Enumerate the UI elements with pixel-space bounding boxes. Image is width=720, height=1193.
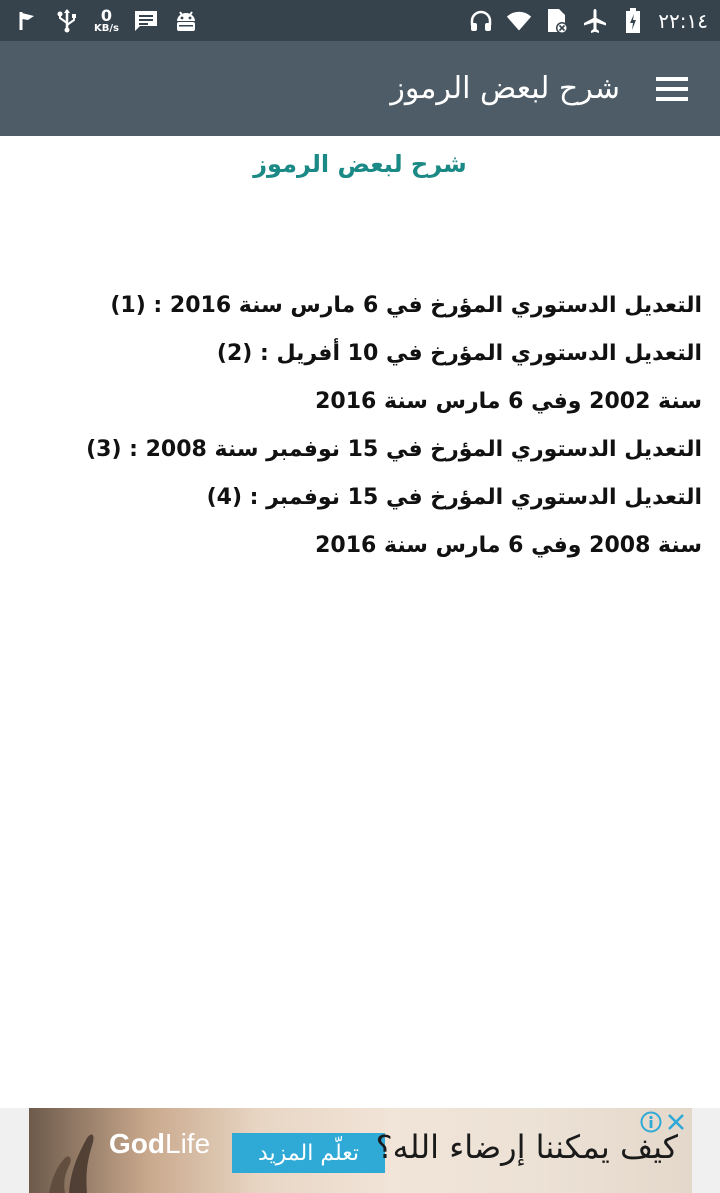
status-bar-left: [14, 0, 199, 41]
wifi-icon: [506, 8, 532, 34]
note-item: [22, 330, 702, 426]
no-sim-icon: [544, 8, 570, 34]
net-speed-unit: KB/s: [94, 22, 119, 34]
battery-charging-icon: [620, 8, 646, 34]
ad-headline: كيف يمكننا إرضاء الله؟: [375, 1128, 678, 1166]
net-speed-meter: [94, 5, 119, 34]
notification-flag-icon: [14, 8, 40, 34]
android-debug-icon: [173, 8, 199, 34]
ad-close-icon[interactable]: [665, 1111, 687, 1133]
ad-brand-logo: [109, 1128, 210, 1160]
ad-banner[interactable]: [29, 1108, 692, 1193]
message-icon: [133, 8, 159, 34]
ad-info-icon[interactable]: [640, 1111, 662, 1133]
headset-icon: [468, 8, 494, 34]
ad-learn-more-button[interactable]: تعلّم المزيد: [232, 1133, 385, 1173]
ad-brand-god: God: [109, 1128, 165, 1159]
status-clock: ٢٢:١٤: [658, 8, 708, 33]
usb-icon: [54, 8, 80, 34]
ad-brand-life: Life: [165, 1128, 211, 1159]
note-item: [22, 282, 702, 330]
menu-bar-line: [656, 77, 688, 81]
note-line: التعديل الدستوري المؤرخ في 15 نوفمبر : (4): [206, 485, 702, 510]
note-line: سنة 2002 وفي 6 مارس سنة 2016: [315, 389, 702, 414]
content-title: شرح لبعض الرموز: [253, 150, 467, 178]
note-item: [22, 426, 702, 474]
status-bar: [0, 0, 720, 41]
praying-hands-image: [29, 1108, 119, 1193]
app-bar: [0, 41, 720, 136]
hamburger-menu-icon[interactable]: [656, 71, 692, 107]
ad-margin-left: [0, 1108, 29, 1193]
note-item: [22, 474, 702, 570]
note-line: التعديل الدستوري المؤرخ في 15 نوفمبر سنة 2008 : (3): [86, 437, 702, 462]
notes-list: [22, 282, 702, 570]
note-line: سنة 2008 وفي 6 مارس سنة 2016: [315, 533, 702, 558]
note-line: التعديل الدستوري المؤرخ في 10 أفريل : (2): [216, 341, 702, 366]
app-bar-title: شرح لبعض الرموز: [390, 71, 620, 106]
note-line: التعديل الدستوري المؤرخ في 6 مارس سنة 2016 : (1): [110, 293, 702, 318]
menu-bar-line: [656, 97, 688, 101]
status-bar-right: [468, 0, 708, 41]
net-speed-value: 0: [100, 5, 113, 25]
menu-bar-line: [656, 87, 688, 91]
airplane-mode-icon: [582, 8, 608, 34]
ad-margin-right: [692, 1108, 720, 1193]
